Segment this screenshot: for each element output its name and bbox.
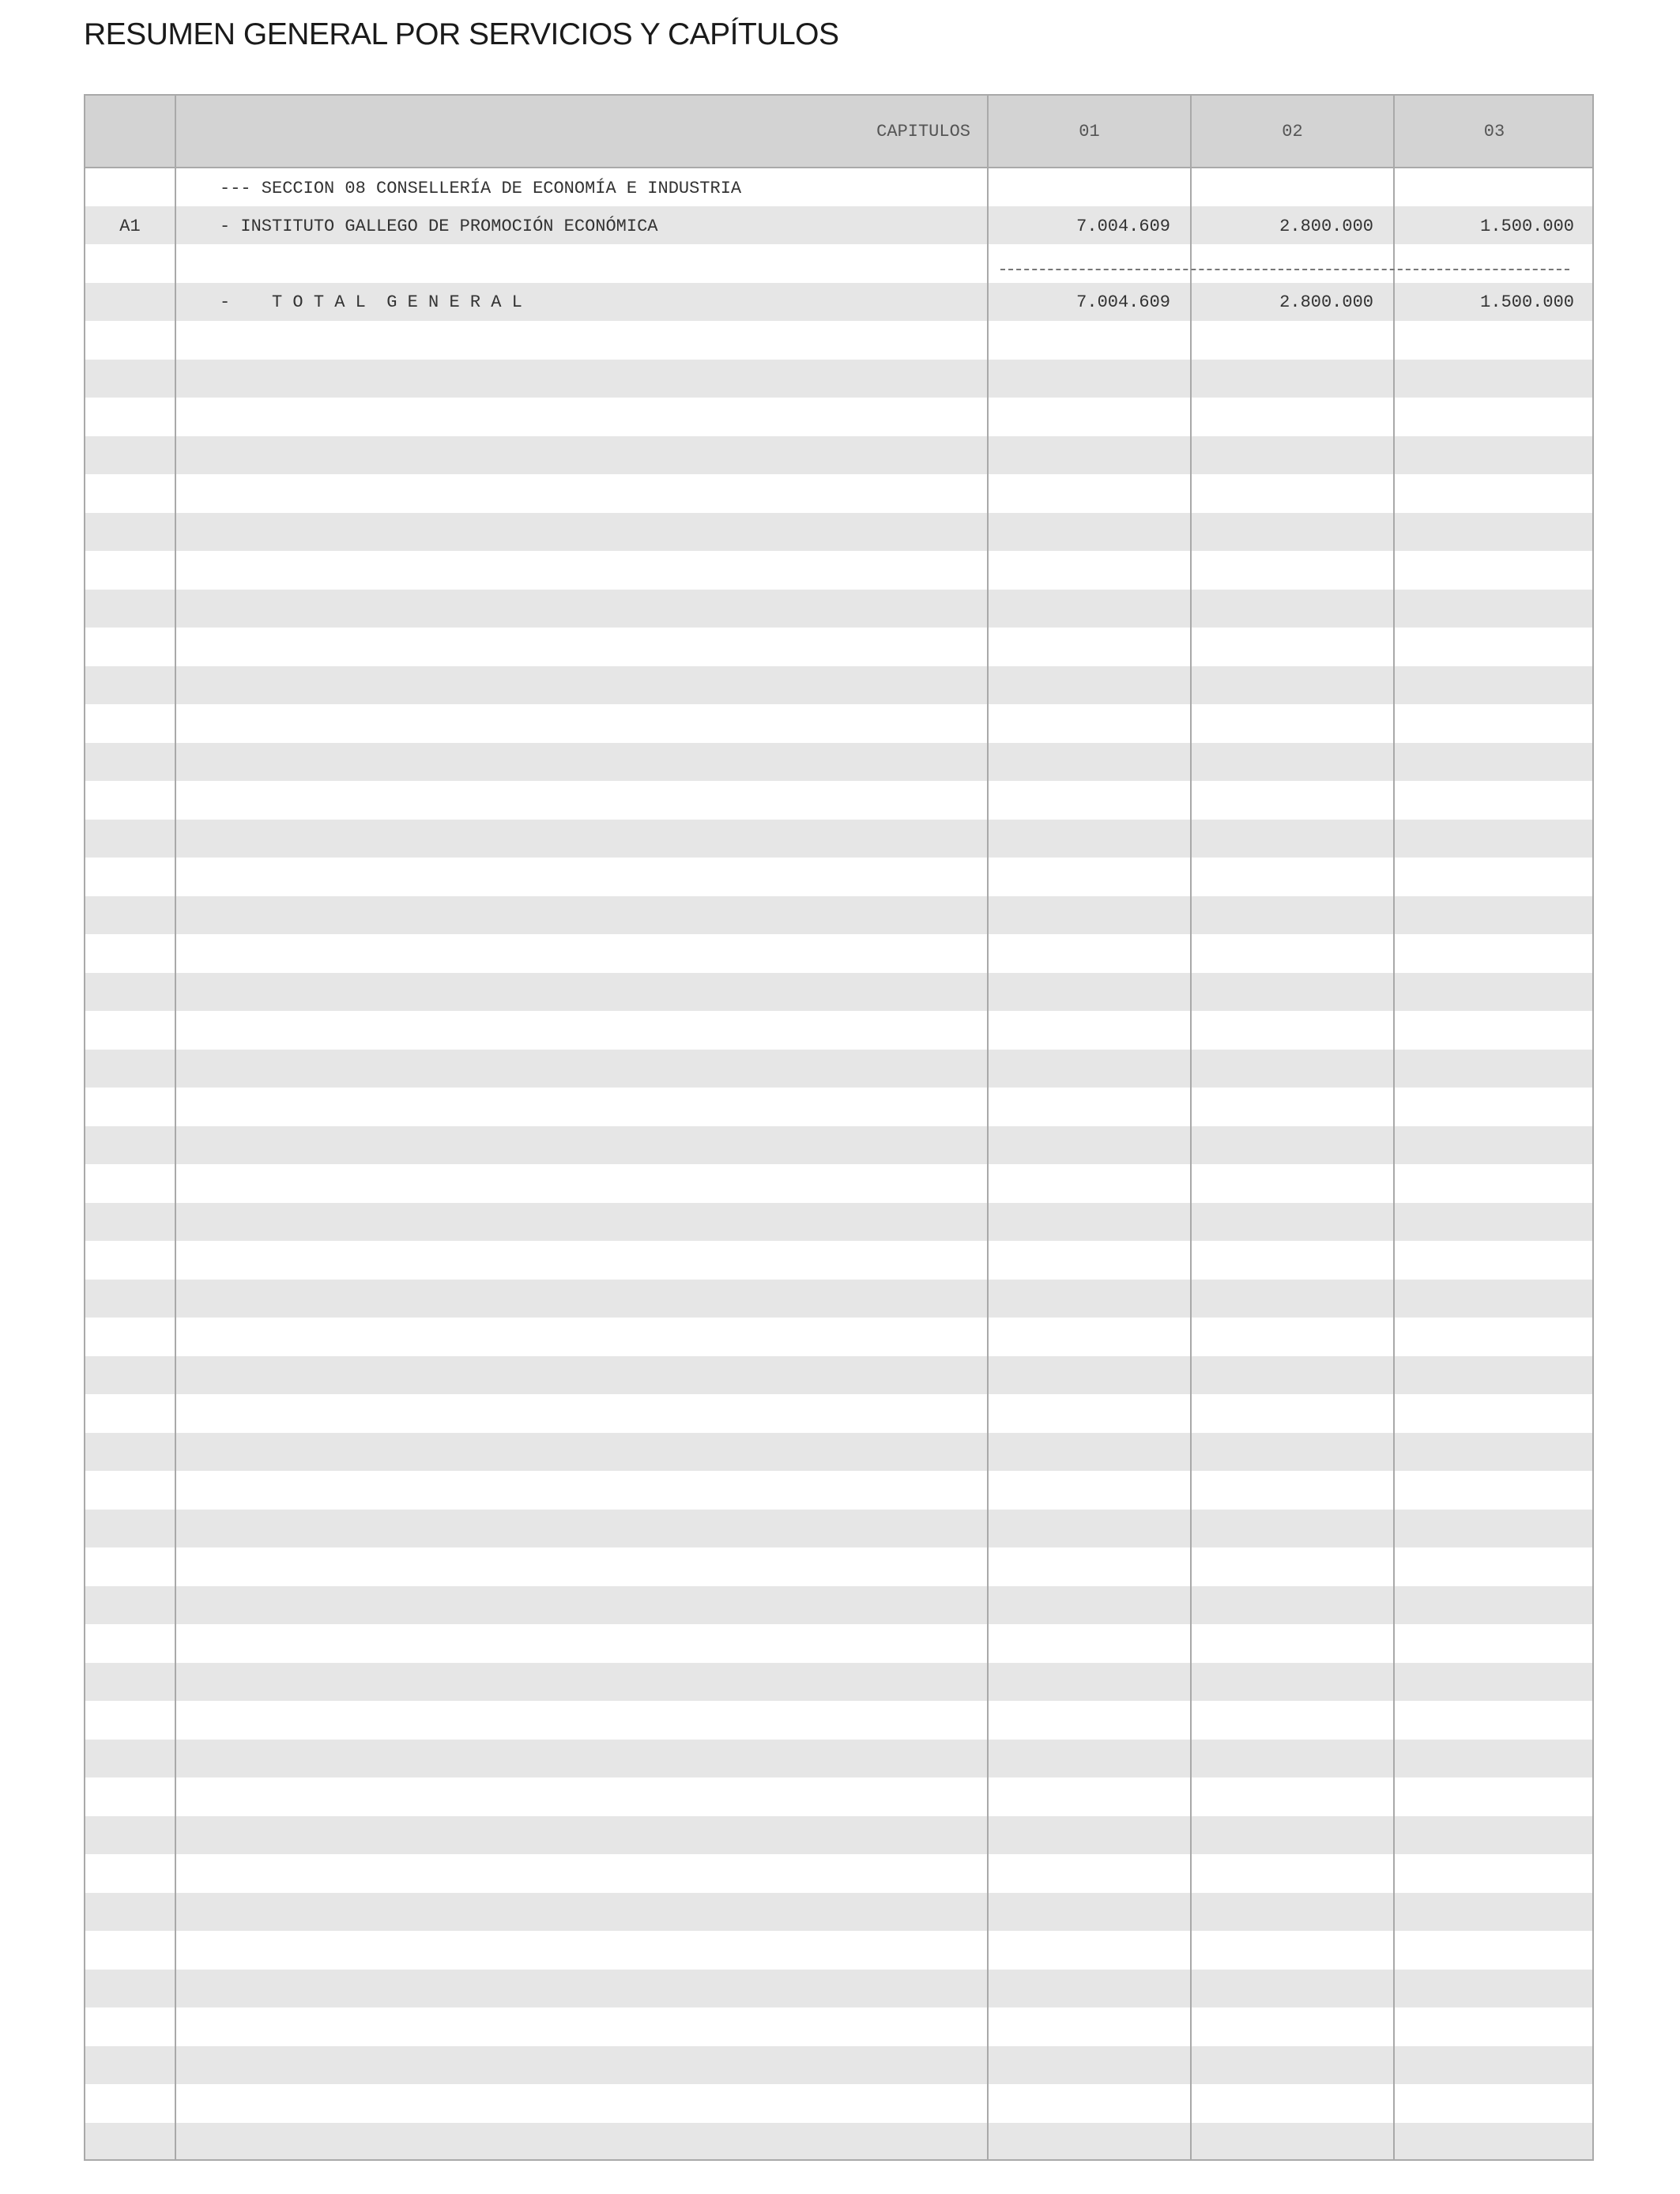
summary-table [84,94,1594,2161]
row-stripe [85,1663,1592,1701]
row-stripe [85,1280,1592,1318]
service-description: - INSTITUTO GALLEGO DE PROMOCIÓN ECONÓMICA [220,217,658,236]
total-value-03: 1.500.000 [1480,292,1574,312]
service-value-02: 2.800.000 [1279,217,1373,236]
header-column-02: 02 [1282,122,1303,141]
header-column-01: 01 [1079,122,1100,141]
row-stripe [85,1203,1592,1241]
row-stripe [85,1126,1592,1164]
row-stripe [85,1816,1592,1854]
total-general-label: - T O T A L G E N E R A L [220,292,522,312]
row-stripe [85,513,1592,551]
total-value-02: 2.800.000 [1279,292,1373,312]
row-stripe [85,1510,1592,1547]
service-code: A1 [119,217,141,236]
row-stripe [85,1356,1592,1394]
row-stripe [85,1050,1592,1088]
row-stripe [85,1893,1592,1931]
service-value-03: 1.500.000 [1480,217,1574,236]
row-stripe [85,2123,1592,2161]
subtotal-separator [1000,269,1569,270]
row-stripe [85,973,1592,1011]
row-stripe [85,360,1592,398]
row-stripe [85,2046,1592,2084]
row-stripe [85,436,1592,474]
row-stripe [85,590,1592,628]
header-column-03: 03 [1483,122,1505,141]
row-stripe [85,666,1592,704]
header-capitulos-label: CAPITULOS [876,122,970,141]
row-stripe [85,1970,1592,2007]
row-stripe [85,1433,1592,1471]
row-stripe [85,743,1592,781]
total-value-01: 7.004.609 [1076,292,1170,312]
service-value-01: 7.004.609 [1076,217,1170,236]
row-stripe [85,820,1592,858]
row-stripe [85,896,1592,934]
section-description: --- SECCION 08 CONSELLERÍA DE ECONOMÍA E INDUSTRIA [220,179,742,198]
row-stripe [85,1586,1592,1624]
column-divider [987,96,989,2159]
column-divider [1393,96,1395,2159]
page-title: RESUMEN GENERAL POR SERVICIOS Y CAPÍTULOS [84,17,839,51]
column-divider [1190,96,1192,2159]
row-stripe [85,1740,1592,1777]
column-divider [175,96,176,2159]
